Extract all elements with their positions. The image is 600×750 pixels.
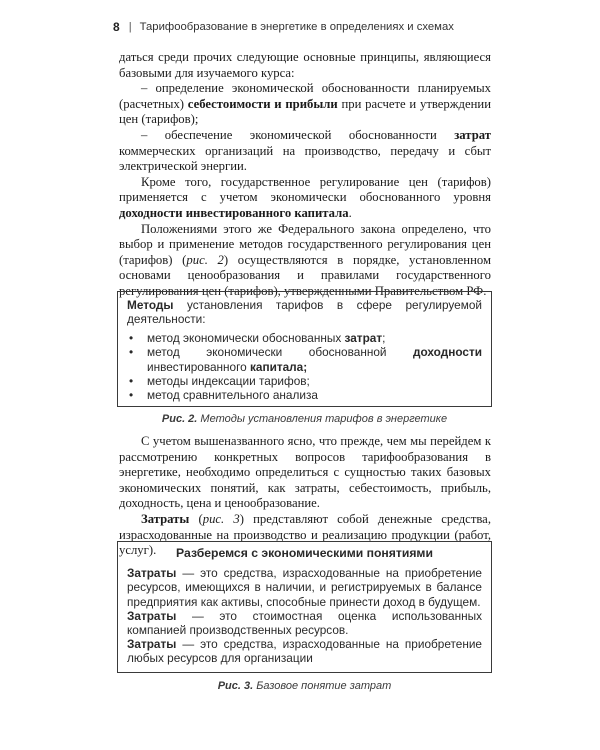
figure-caption-text: Базовое понятие затрат bbox=[256, 680, 392, 692]
paragraph: даться среди прочих следующие основные принципы, являющиеся базовыми для изучаемого курса: bbox=[119, 50, 491, 80]
list-item: • метод экономически обоснованных затрат; bbox=[129, 330, 386, 345]
concepts-title: Разберемся с экономическими понятиями bbox=[176, 546, 433, 560]
header-separator: | bbox=[128, 21, 132, 33]
methods-lead: Методы установления тарифов в сфере регулируемой деятельности: bbox=[127, 298, 482, 327]
chapter-title: Тарифообразование в энергетике в определениях и схемах bbox=[139, 21, 454, 33]
figure-caption-text: Методы установления тарифов в энергетике bbox=[200, 413, 448, 425]
methods-list bbox=[127, 331, 482, 403]
bullet-icon: • bbox=[129, 330, 134, 345]
list-item: • метод сравнительного анализа bbox=[129, 388, 318, 403]
definition: Затраты — это средства, израсходованные на приобретение ресурсов, имеющихся в наличии, и регистрируемых в балансе предприятия как активы, способные принести доход в будущем. bbox=[127, 566, 482, 609]
figure-label: Рис. 2. bbox=[161, 413, 198, 425]
methods-box bbox=[117, 291, 492, 407]
figure-2-caption bbox=[117, 413, 492, 425]
bullet-icon: • bbox=[129, 374, 134, 389]
paragraph: Затраты (рис. 3) представляют собой денежные средства, израсходованные на производство и реализацию продукции (работ, услуг). bbox=[119, 511, 491, 558]
paragraph: – определение экономической обоснованности планируемых (расчетных) себестоимости и прибыли при расчете и утверждении цен (тарифов); bbox=[119, 81, 491, 127]
paragraph: Положениями этого же Федерального закона определено, что выбор и применение методов государственного регулирования цен (тарифов) (рис. 2) осуществляются в порядке, установленном основами ценообразования и правилами государственного регулирования цен (тарифов), утвержденными Правительством РФ. bbox=[119, 221, 491, 298]
definition: Затраты — это средства, израсходованные на приобретение любых ресурсов для организации bbox=[127, 637, 482, 666]
paragraph: – обеспечение экономической обоснованности затрат коммерческих организаций на производство, передачу и сбыт электрической энергии. bbox=[119, 127, 491, 174]
paragraph: Кроме того, государственное регулирование цен (тарифов) применяется с учетом экономически обоснованного уровня доходности инвестированного капитала. bbox=[119, 174, 491, 220]
figure-3-caption bbox=[117, 680, 492, 692]
bullet-icon: • bbox=[129, 388, 134, 403]
paragraph: С учетом вышеназванного ясно, что прежде, чем мы перейдем к рассмотрению конкретных вопросов тарифообразования в энергетике, необходимо определиться с сущностью таких базовых экономических понятий, как затраты, себестоимость, прибыль, доходность, цена и ценообразование. bbox=[119, 434, 491, 511]
list-item: • метод экономически обоснованной доходности инвестированного капитала; bbox=[129, 345, 482, 374]
page-number: 8 bbox=[113, 20, 120, 34]
body-text-top bbox=[119, 50, 491, 300]
figure-label: Рис. 3. bbox=[217, 680, 254, 692]
concepts-box bbox=[117, 541, 492, 673]
running-header bbox=[113, 17, 533, 37]
definition: Затраты — это стоимостная оценка использованных компанией производственных ресурсов. bbox=[127, 608, 482, 638]
bullet-icon: • bbox=[129, 345, 134, 360]
list-item: • методы индексации тарифов; bbox=[129, 374, 310, 389]
